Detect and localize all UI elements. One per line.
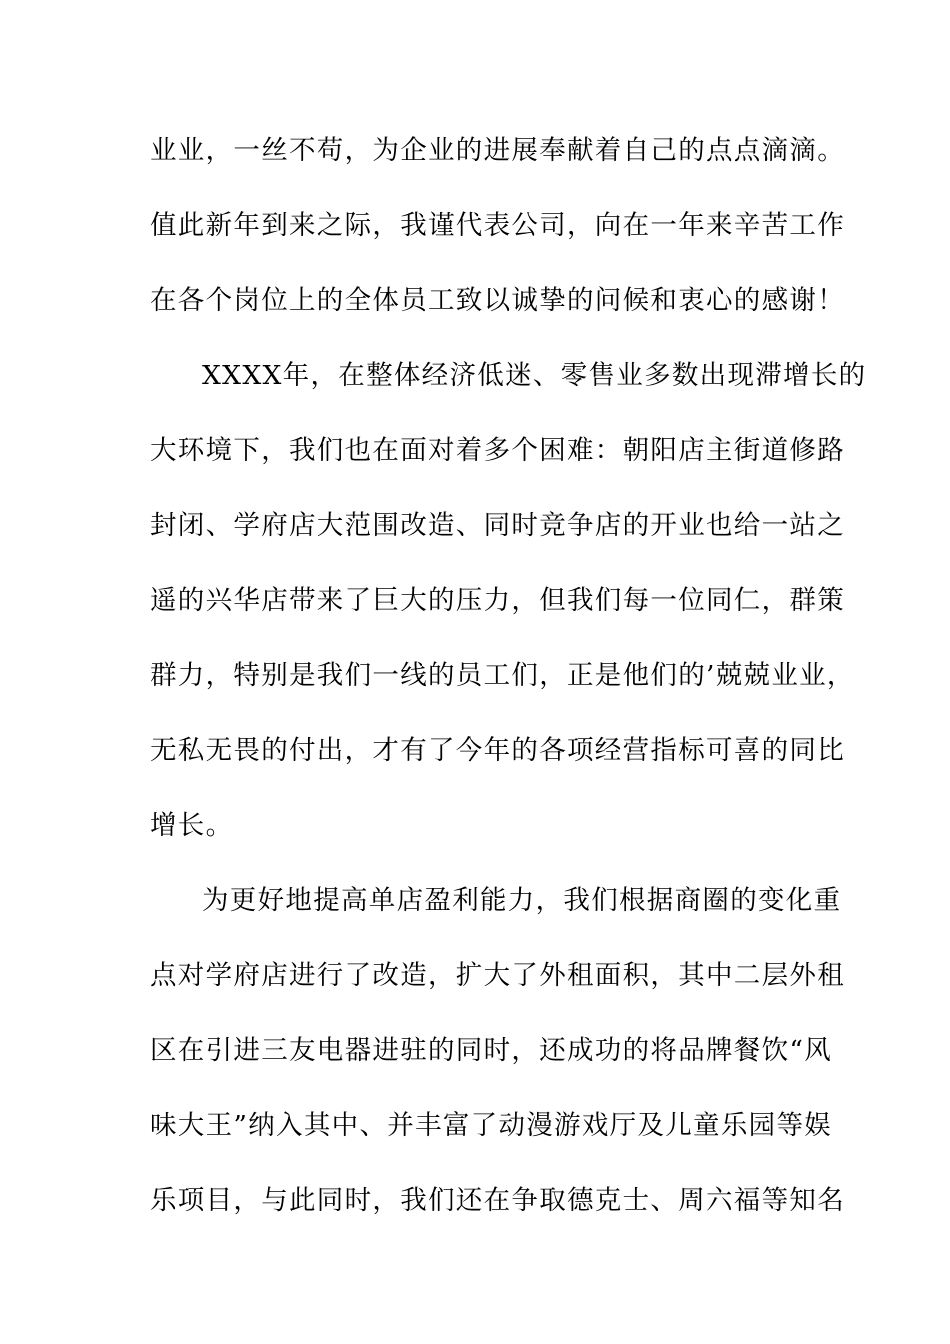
paragraph-first-line: XXXX年，在整体经济低迷、零售业多数出现滞增长的 (202, 360, 867, 391)
paragraph-line: 在各个岗位上的全体员工致以诚挚的问候和衷心的感谢！ (150, 285, 845, 316)
paragraph-line: 无私无畏的付出，才有了今年的各项经营指标可喜的同比 (150, 735, 845, 766)
paragraph-line: 大环境下，我们也在面对着多个困难：朝阳店主街道修路 (150, 435, 845, 466)
paragraph-line: 乐项目，与此同时，我们还在争取德克士、周六福等知名 (150, 1185, 845, 1216)
paragraph-line: 增长。 (150, 810, 234, 841)
paragraph-line: 群力，特别是我们一线的员工们，正是他们的’兢兢业业， (150, 660, 855, 691)
paragraph-line: 味大王”纳入其中、并丰富了动漫游戏厅及儿童乐园等娱 (150, 1110, 833, 1141)
paragraph-line: 区在引进三友电器进驻的同时，还成功的将品牌餐饮“风 (150, 1035, 833, 1066)
paragraph-line: 业业，一丝不苟，为企业的进展奉献着自己的点点滴滴。 (150, 135, 845, 166)
paragraph-line: 封闭、学府店大范围改造、同时竞争店的开业也给一站之 (150, 510, 845, 541)
paragraph-line: 值此新年到来之际，我谨代表公司，向在一年来辛苦工作 (150, 210, 845, 241)
paragraph-first-line: 为更好地提高单店盈利能力，我们根据商圈的变化重 (202, 885, 842, 916)
paragraph-line: 遥的兴华店带来了巨大的压力，但我们每一位同仁，群策 (150, 585, 845, 616)
paragraph-line: 点对学府店进行了改造，扩大了外租面积，其中二层外租 (150, 960, 845, 991)
